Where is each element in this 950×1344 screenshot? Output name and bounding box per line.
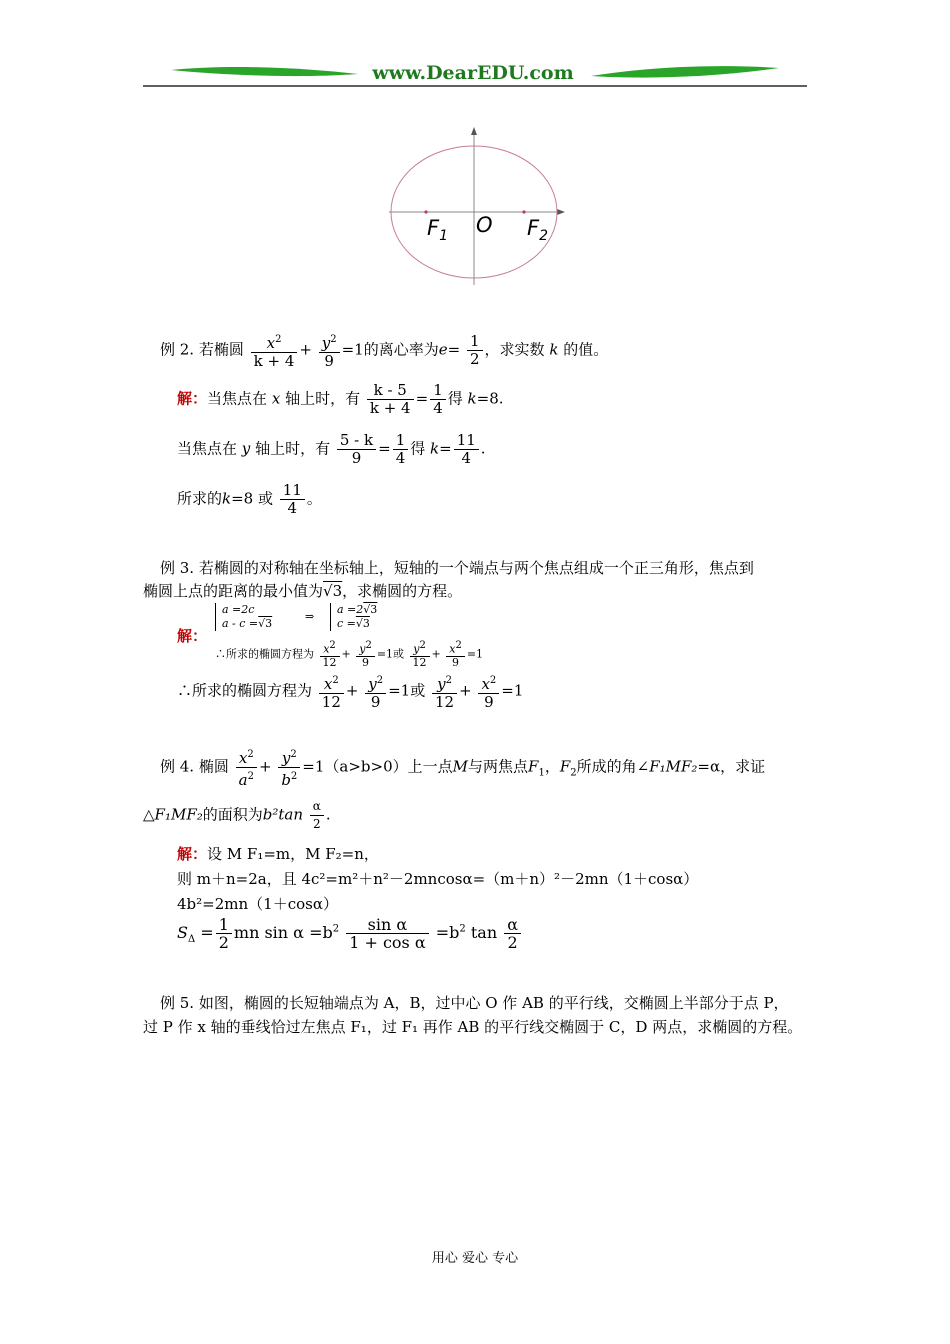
focus-f2-dot <box>522 210 525 213</box>
ex3-problem-line2: 椭圆上点的距离的最小值为√3，求椭圆的方程。 <box>143 582 463 600</box>
ex3-answer: ∴所求的椭圆方程为 $\frac{x^2}{12}$ + $\frac{y^2}{9}$ =1或 $\frac{y^2}{12}$ + $\frac{x^2}{9}$ =1 <box>177 672 523 711</box>
ellipse-diagram <box>385 125 565 290</box>
y-axis-arrow <box>471 127 477 135</box>
label-f2: $F_2$ <box>527 216 549 245</box>
ellipse-figure <box>385 125 565 290</box>
ex4-area-formula: $S_\Delta$ = $\frac{1}{2}$ mn $\sin \alpha =b^2$ $\frac{\text{sin α}}{\text{1 + cos α}}$ $=b^2$ tan $\frac{\alpha}{2}$ <box>177 916 523 951</box>
x-axis-arrow <box>557 209 565 215</box>
ex3-arrow: ⇒ <box>305 610 315 623</box>
ex3-system-1: a =2c a - c =√3 <box>215 603 272 631</box>
ex4-solution-line1: 解：设 M F₁=m，M F₂=n， <box>177 845 379 863</box>
ex3-solution-label: 解： <box>177 627 208 645</box>
label-origin: O <box>476 213 493 237</box>
ex4-solution-line3: 4b²=2mn（1＋cosα） <box>177 895 338 913</box>
right-swoosh <box>591 66 779 78</box>
ex5-problem-line2: 过 P 作 x 轴的垂线恰过左焦点 F₁，过 F₁ 再作 AB 的平行线交椭圆于 C，D 两点，求椭圆的方程。 <box>143 1018 803 1036</box>
ex4-problem-line2: △F₁MF₂的面积为b²tan $\frac{\alpha}{2}$ . <box>143 799 331 831</box>
left-swoosh <box>171 67 358 76</box>
ex2-solution-line2: 当焦点在 y 轴上时，有 $\frac{5 - k}{9}$ = $\frac{1}{4}$ 得 k= $\frac{11}{4}$ . <box>177 431 486 467</box>
ex3-problem-line1: 例 3. 若椭圆的对称轴在坐标轴上，短轴的一个端点与两个焦点组成一个正三角形，焦点到 <box>160 559 754 577</box>
ex2-solution-line3: 所求的k=8 或 $\frac{11}{4}$ 。 <box>177 481 322 517</box>
ex3-system-2: a =2√3 c =√3 <box>330 603 377 631</box>
ex3-small-answer: ∴所求的椭圆方程为 $\frac{x^2}{12}$ + $\frac{y^2}{9}$ =1或 $\frac{y^2}{12}$ + $\frac{x^2}{9}$ =1 <box>215 640 484 669</box>
ex2-solution-line1: 解：当焦点在 x 轴上时，有 $\frac{k - 5}{k + 4}$ = $\frac{1}{4}$ 得 k=8. <box>177 381 504 417</box>
ex5-problem-line1: 例 5. 如图，椭圆的长短轴端点为 A，B，过中心 O 作 AB 的平行线，交椭圆上半部分于点 P， <box>160 994 789 1012</box>
ex2-problem: 例 2. 若椭圆 $\frac{x^2}{k + 4}$ + $\frac{y^2}{9}$ =1的离心率为e= $\frac{1}{2}$ ，求实数 k 的值。 <box>160 332 609 370</box>
site-logo-text: www.DearEDU.com <box>372 62 574 84</box>
ex4-solution-line2: 则 m＋n=2a，且 4c²=m²＋n²－2mncosα=（m＋n）²－2mn（1＋cosα） <box>177 870 699 888</box>
label-f1: $F_1$ <box>427 216 449 245</box>
ex4-problem-line1: 例 4. 椭圆 $\frac{x^2}{a^2}$ + $\frac{y^2}{b^2}$ =1（a>b>0）上一点M与两焦点$F_1$，$F_2$所成的角∠F₁MF₂=α，求证 <box>160 746 765 789</box>
header-banner <box>143 58 807 90</box>
focus-f1-dot <box>424 210 427 213</box>
solution-label: 解： <box>177 389 208 408</box>
footer-text: 用心 爱心 专心 <box>431 1251 519 1266</box>
